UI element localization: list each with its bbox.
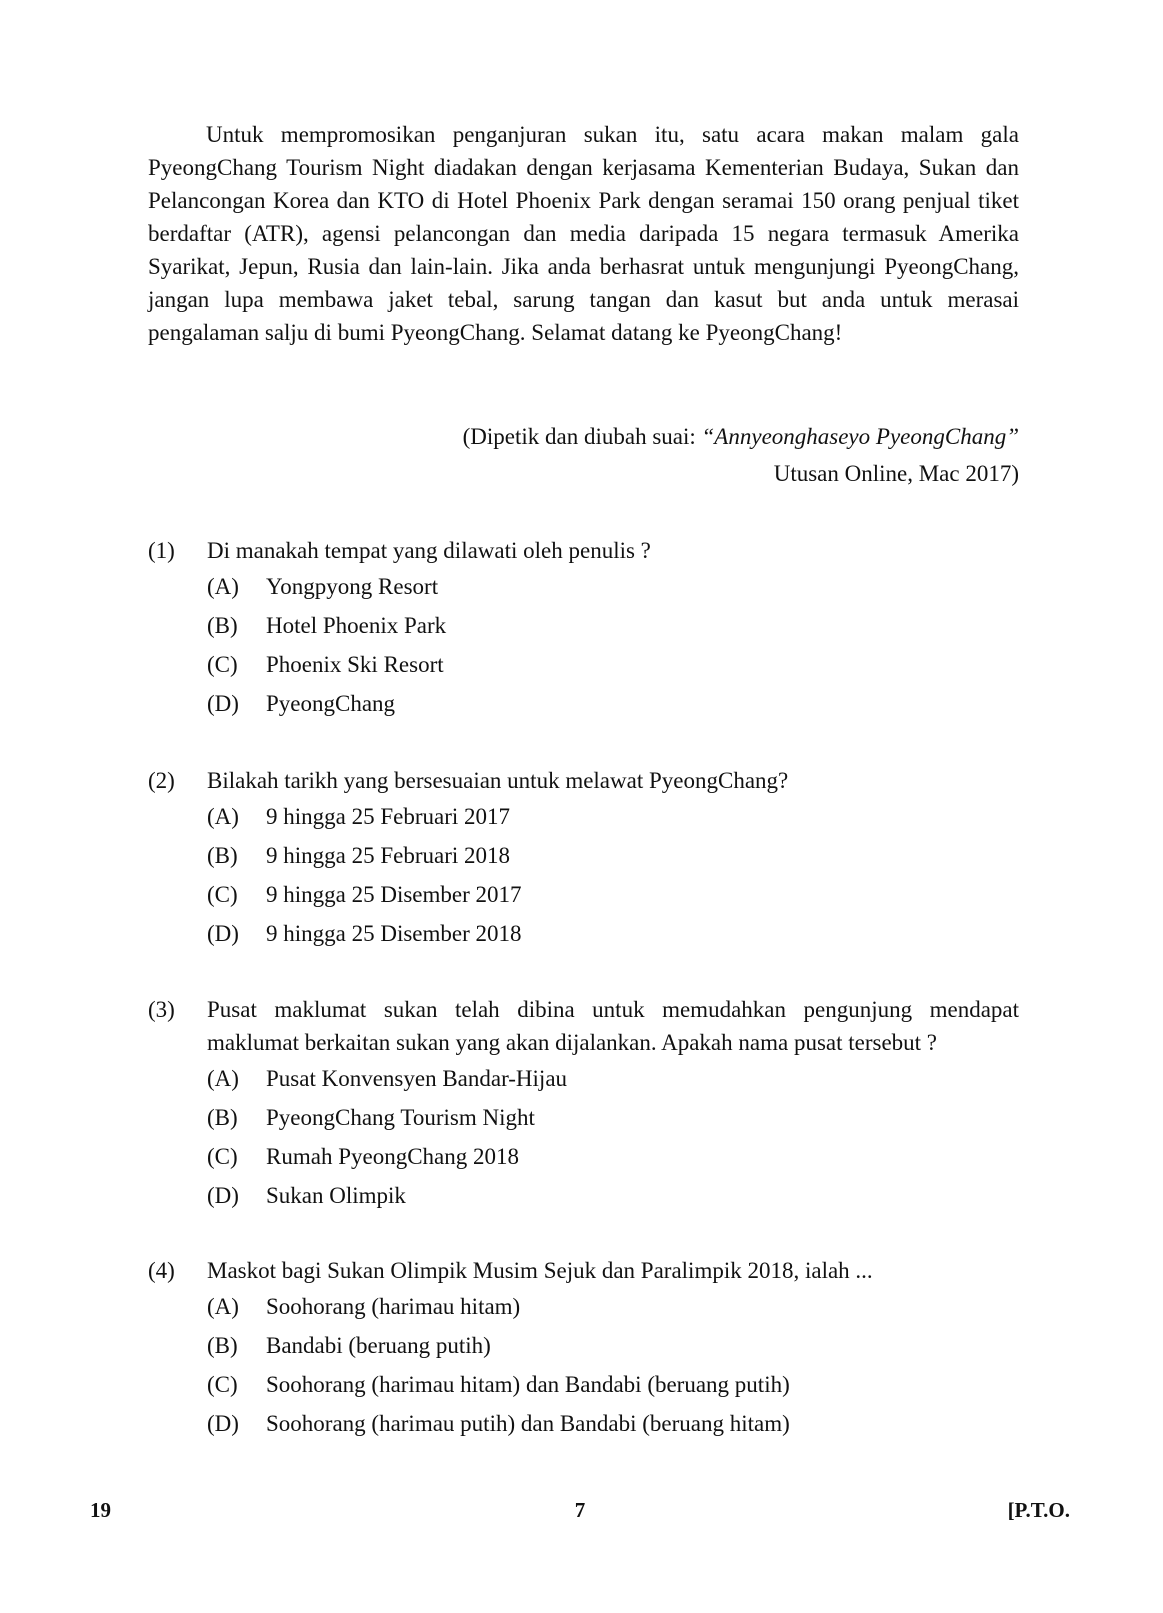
option-c[interactable] bbox=[207, 875, 1019, 914]
option-letter: (A) bbox=[207, 1066, 239, 1091]
option-text: 9 hingga 25 Februari 2018 bbox=[266, 843, 511, 868]
question-number: (4) bbox=[148, 1258, 175, 1283]
question-text: Pusat maklumat sukan telah dibina untuk memudahkan pengunjung mendapat maklumat berkaitan sukan yang akan dijalankan. Apakah nama pusat tersebut ? bbox=[207, 997, 1019, 1055]
option-list bbox=[207, 797, 1019, 953]
source-prefix: (Dipetik dan diubah suai: bbox=[462, 424, 702, 449]
option-text: PyeongChang Tourism Night bbox=[266, 1105, 535, 1130]
question-text: Di manakah tempat yang dilawati oleh penulis ? bbox=[207, 538, 651, 563]
option-list bbox=[207, 1287, 1019, 1443]
option-c[interactable] bbox=[207, 1137, 1019, 1176]
option-c[interactable] bbox=[207, 1365, 1019, 1404]
option-text: 9 hingga 25 Februari 2017 bbox=[266, 804, 511, 829]
question-2 bbox=[148, 764, 1019, 953]
option-letter: (B) bbox=[207, 1333, 238, 1358]
question-number: (3) bbox=[148, 997, 175, 1022]
option-letter: (D) bbox=[207, 1411, 239, 1436]
option-text: Soohorang (harimau hitam) dan Bandabi (beruang putih) bbox=[266, 1372, 790, 1397]
option-letter: (D) bbox=[207, 1183, 239, 1208]
question-1 bbox=[148, 534, 1019, 723]
option-d[interactable] bbox=[207, 1404, 1019, 1443]
option-b[interactable] bbox=[207, 606, 1019, 645]
option-letter: (C) bbox=[207, 882, 238, 907]
option-letter: (B) bbox=[207, 613, 238, 638]
option-text: 9 hingga 25 Disember 2017 bbox=[266, 882, 522, 907]
option-letter: (C) bbox=[207, 652, 238, 677]
passage-paragraph bbox=[148, 118, 1019, 349]
option-text: Hotel Phoenix Park bbox=[266, 613, 447, 638]
option-letter: (D) bbox=[207, 921, 239, 946]
option-letter: (A) bbox=[207, 1294, 239, 1319]
option-text: Soohorang (harimau hitam) bbox=[266, 1294, 521, 1319]
question-number: (2) bbox=[148, 768, 175, 793]
option-b[interactable] bbox=[207, 836, 1019, 875]
option-letter: (D) bbox=[207, 691, 239, 716]
source-title: “Annyeonghaseyo PyeongChang” bbox=[701, 424, 1019, 449]
option-letter: (A) bbox=[207, 574, 239, 599]
option-text: PyeongChang bbox=[266, 691, 396, 716]
source-line-2: Utusan Online, Mac 2017) bbox=[773, 461, 1019, 486]
option-letter: (A) bbox=[207, 804, 239, 829]
option-a[interactable] bbox=[207, 1059, 1019, 1098]
option-a[interactable] bbox=[207, 567, 1019, 606]
option-text: Pusat Konvensyen Bandar-Hijau bbox=[266, 1066, 568, 1091]
question-text: Bilakah tarikh yang bersesuaian untuk melawat PyeongChang? bbox=[207, 768, 789, 793]
option-c[interactable] bbox=[207, 645, 1019, 684]
passage-text: Untuk mempromosikan penganjuran sukan itu, satu acara makan malam gala PyeongChang Tourism Night diadakan dengan kerjasama Kementerian Budaya, Sukan dan Pelancongan Korea dan KTO di Hotel Phoenix Park dengan seramai 150 orang penjual tiket berdaftar (ATR), agensi pelancongan dan media daripada 15 negara termasuk Amerika Syarikat, Jepun, Rusia dan lain-lain. Jika anda berhasrat untuk mengunjungi PyeongChang, jangan lupa membawa jaket tebal, sarung tangan dan kasut but anda untuk merasai pengalaman salju di bumi PyeongChang. Selamat datang ke PyeongChang! bbox=[148, 122, 1019, 345]
option-d[interactable] bbox=[207, 914, 1019, 953]
question-3 bbox=[148, 993, 1019, 1215]
option-text: Sukan Olimpik bbox=[266, 1183, 406, 1208]
option-text: Bandabi (beruang putih) bbox=[266, 1333, 491, 1358]
option-text: 9 hingga 25 Disember 2018 bbox=[266, 921, 522, 946]
option-a[interactable] bbox=[207, 1287, 1019, 1326]
question-text: Maskot bagi Sukan Olimpik Musim Sejuk dan Paralimpik 2018, ialah ... bbox=[207, 1258, 873, 1283]
option-list bbox=[207, 567, 1019, 723]
option-b[interactable] bbox=[207, 1326, 1019, 1365]
source-line-1 bbox=[148, 420, 1019, 453]
option-list bbox=[207, 1059, 1019, 1215]
option-a[interactable] bbox=[207, 797, 1019, 836]
option-letter: (B) bbox=[207, 843, 238, 868]
paper-code: 19 bbox=[90, 1498, 111, 1522]
option-d[interactable] bbox=[207, 1176, 1019, 1215]
option-text: Phoenix Ski Resort bbox=[266, 652, 444, 677]
question-number: (1) bbox=[148, 538, 175, 563]
option-b[interactable] bbox=[207, 1098, 1019, 1137]
option-text: Yongpyong Resort bbox=[266, 574, 439, 599]
option-letter: (C) bbox=[207, 1372, 238, 1397]
pto-label: [P.T.O. bbox=[1007, 1498, 1070, 1522]
option-text: Rumah PyeongChang 2018 bbox=[266, 1144, 519, 1169]
option-d[interactable] bbox=[207, 684, 1019, 723]
page-number: 7 bbox=[574, 1498, 586, 1522]
question-4 bbox=[148, 1254, 1019, 1443]
option-text: Soohorang (harimau putih) dan Bandabi (beruang hitam) bbox=[266, 1411, 790, 1436]
option-letter: (B) bbox=[207, 1105, 238, 1130]
option-letter: (C) bbox=[207, 1144, 238, 1169]
